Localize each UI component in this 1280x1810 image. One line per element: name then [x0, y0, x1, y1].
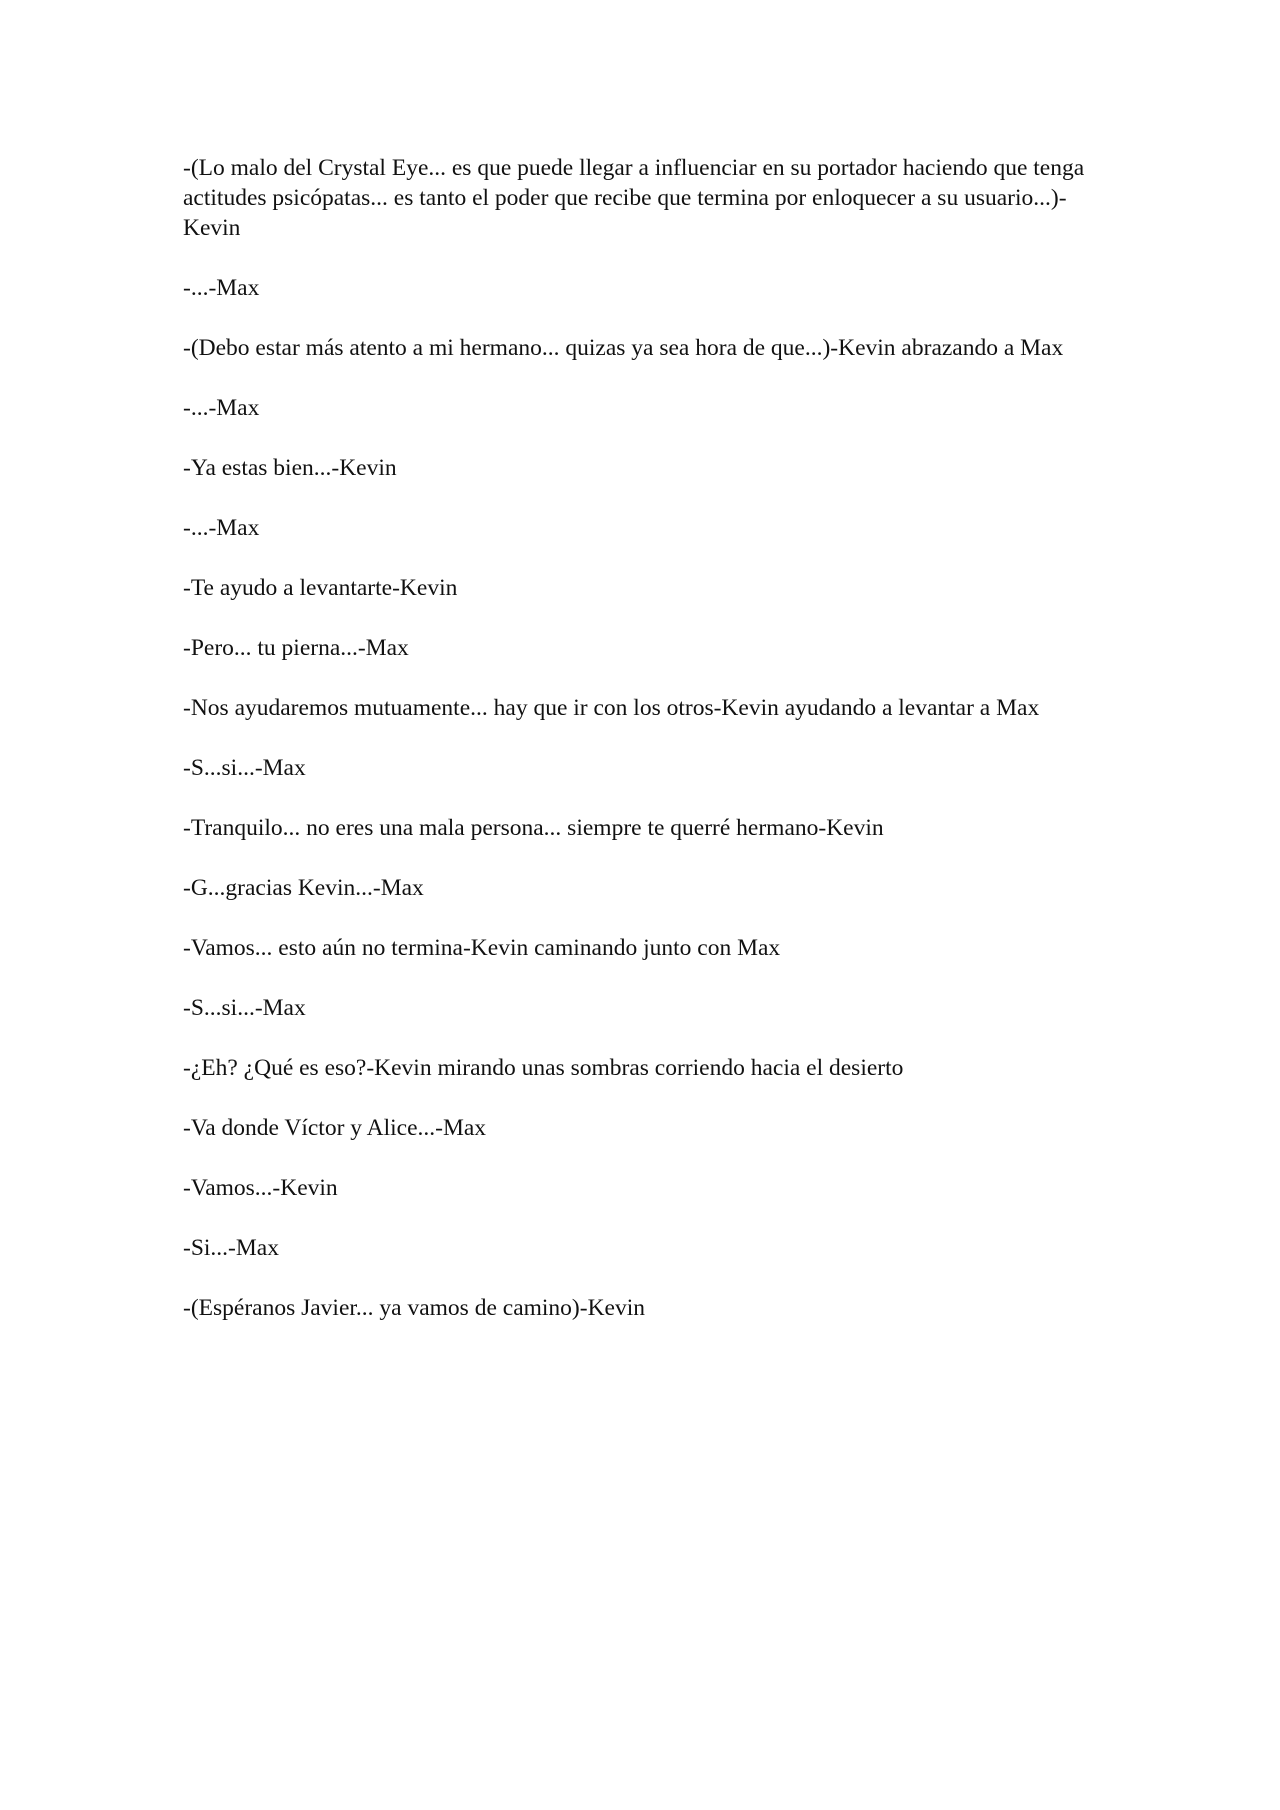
paragraph: -(Espéranos Javier... ya vamos de camino)-Kevin [183, 1295, 646, 1321]
paragraph: -G...gracias Kevin...-Max [183, 875, 424, 901]
paragraph: -Te ayudo a levantarte-Kevin [183, 575, 458, 601]
paragraph: -...-Max [183, 395, 260, 421]
paragraph: -¿Eh? ¿Qué es eso?-Kevin mirando unas sombras corriendo hacia el desierto [183, 1055, 904, 1081]
paragraph: -...-Max [183, 515, 260, 541]
paragraph: -Nos ayudaremos mutuamente... hay que ir con los otros-Kevin ayudando a levantar a Max [183, 695, 1040, 721]
paragraph: -Si...-Max [183, 1235, 279, 1261]
paragraph: -(Debo estar más atento a mi hermano... quizas ya sea hora de que...)-Kevin abrazando a Max [183, 335, 1064, 361]
document-body [183, 153, 1103, 1353]
paragraph: -S...si...-Max [183, 755, 306, 781]
paragraph: -Ya estas bien...-Kevin [183, 455, 397, 481]
paragraph: -...-Max [183, 275, 260, 301]
paragraph: -Pero... tu pierna...-Max [183, 635, 409, 661]
paragraph: -Va donde Víctor y Alice...-Max [183, 1115, 487, 1141]
paragraph: -Tranquilo... no eres una mala persona... siempre te querré hermano-Kevin [183, 815, 884, 841]
paragraph: -Vamos...-Kevin [183, 1175, 338, 1201]
paragraph: -Vamos... esto aún no termina-Kevin caminando junto con Max [183, 935, 781, 961]
paragraph: -S...si...-Max [183, 995, 306, 1021]
paragraph: -(Lo malo del Crystal Eye... es que puede llegar a influenciar en su portador haciendo que tenga actitudes psicópatas... es tanto el poder que recibe que termina por enloquecer a su usuario...)-Kevin [183, 155, 1085, 241]
